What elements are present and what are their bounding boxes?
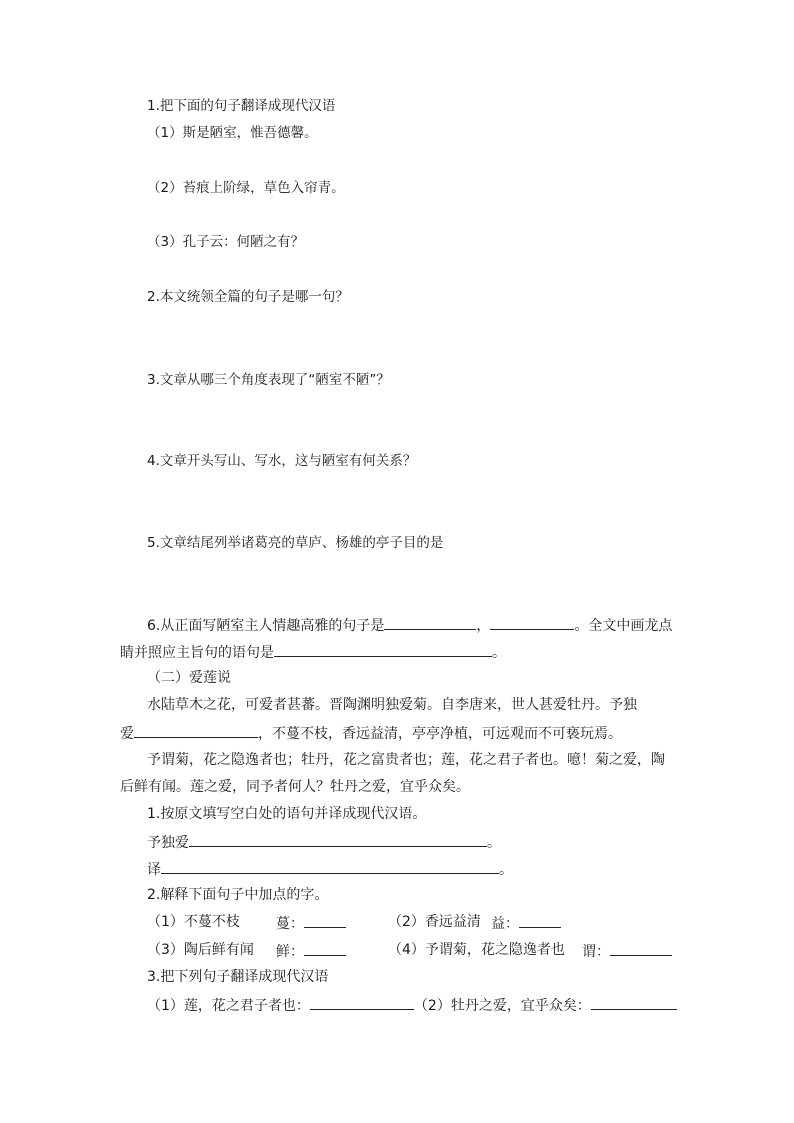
question-6-line-1 bbox=[147, 615, 672, 635]
item-word: 益： bbox=[491, 916, 519, 932]
part2-question-1-translation bbox=[147, 859, 513, 879]
part2-question-2-item-3 bbox=[147, 941, 254, 959]
item-word: 谓： bbox=[582, 944, 610, 960]
translation-prefix: 译 bbox=[147, 862, 161, 878]
answer-blank[interactable] bbox=[304, 941, 346, 956]
part2-question-2-label: 2.解释下面句子中加点的字。 bbox=[147, 887, 329, 903]
question-1-label: 1.把下面的句子翻译成现代汉语 bbox=[147, 98, 336, 114]
question-6-comma: ， bbox=[476, 618, 491, 634]
part2-question-3-label: 3.把下列句子翻译成现代汉语 bbox=[147, 969, 329, 985]
question-4-label: 4.文章开头写山、写水，这与陋室有何关系？ bbox=[147, 453, 417, 469]
part2-question-2-item-2-word bbox=[491, 913, 561, 933]
part2-question-2-item-4 bbox=[388, 941, 565, 959]
fill-prefix: 予独爱 bbox=[147, 835, 189, 851]
answer-blank[interactable] bbox=[310, 995, 414, 1010]
part2-question-2-item-2 bbox=[388, 913, 481, 931]
answer-blank[interactable] bbox=[304, 913, 346, 928]
passage-text: 爱 bbox=[120, 726, 134, 742]
part2-question-2-item-1 bbox=[147, 913, 240, 931]
answer-blank[interactable] bbox=[189, 832, 487, 847]
answer-blank[interactable] bbox=[519, 913, 561, 928]
part2-question-2-item-3-word bbox=[276, 941, 346, 961]
part2-question-1-fill bbox=[147, 832, 501, 852]
question-6-line-2 bbox=[120, 642, 506, 662]
passage-paragraph-2-line-2: 后鲜有闻。莲之爱，同予者何人？牡丹之爱，宜乎众矣。 bbox=[120, 779, 470, 795]
question-6-text-a: 6.从正面写陋室主人情趣高雅的句子是 bbox=[147, 618, 385, 634]
passage-paragraph-2-line-1: 予谓菊，花之隐逸者也；牡丹，花之富贵者也；莲，花之君子者也。噫！菊之爱，陶 bbox=[147, 752, 665, 768]
part2-question-2-item-4-word bbox=[582, 941, 672, 961]
part2-question-1-label: 1.按原文填写空白处的语句并译成现代汉语。 bbox=[147, 806, 427, 822]
section-title: （二）爱莲说 bbox=[147, 670, 231, 686]
item-text: （4）予谓菊，花之隐逸者也 bbox=[388, 942, 565, 958]
passage-paragraph-1-line-1: 水陆草木之花，可爱者甚蕃。晋陶渊明独爱菊。自李唐来，世人甚爱牡丹。予独 bbox=[147, 697, 637, 713]
item-text: （3）陶后鲜有闻 bbox=[147, 942, 254, 958]
question-1-sentence-3: （3）孔子云：何陋之有？ bbox=[147, 234, 305, 250]
answer-blank[interactable] bbox=[490, 615, 574, 630]
question-5-label: 5.文章结尾列举诸葛亮的草庐、杨雄的亭子目的是 bbox=[147, 535, 444, 551]
item-text: （1）莲，花之君子者也： bbox=[147, 998, 310, 1014]
answer-blank[interactable] bbox=[610, 941, 672, 956]
passage-blank[interactable] bbox=[134, 723, 258, 738]
passage-paragraph-1-line-2 bbox=[120, 723, 622, 743]
item-text: （1）不蔓不枝 bbox=[147, 914, 240, 930]
item-word: 蔓： bbox=[276, 916, 304, 932]
passage-text: ，不蔓不枝，香远益清，亭亭净植，可远观而不可亵玩焉。 bbox=[258, 726, 622, 742]
question-6-period: 。 bbox=[492, 645, 506, 661]
answer-blank[interactable] bbox=[274, 642, 492, 657]
answer-blank[interactable] bbox=[591, 995, 677, 1010]
question-6-text-b: 。全文中画龙点 bbox=[574, 618, 673, 634]
part2-question-3-items bbox=[147, 995, 677, 1015]
answer-blank[interactable] bbox=[384, 615, 476, 630]
item-text: （2）香远益清 bbox=[388, 914, 481, 930]
question-3-label: 3.文章从哪三个角度表现了“陋室不陋”？ bbox=[147, 372, 390, 388]
fill-end: 。 bbox=[487, 835, 501, 851]
translation-end: 。 bbox=[499, 862, 513, 878]
question-2-label: 2.本文统领全篇的句子是哪一句？ bbox=[147, 289, 349, 305]
item-text: （2）牡丹之爱，宜乎众矣： bbox=[413, 998, 591, 1014]
question-1-sentence-2: （2）苔痕上阶绿，草色入帘青。 bbox=[147, 180, 345, 196]
part2-question-2-item-1-word bbox=[276, 913, 346, 933]
answer-blank[interactable] bbox=[161, 859, 499, 874]
question-6-text-c: 睛并照应主旨句的语句是 bbox=[120, 645, 274, 661]
item-word: 鲜： bbox=[276, 944, 304, 960]
question-1-sentence-1: （1）斯是陋室，惟吾德馨。 bbox=[147, 125, 318, 141]
